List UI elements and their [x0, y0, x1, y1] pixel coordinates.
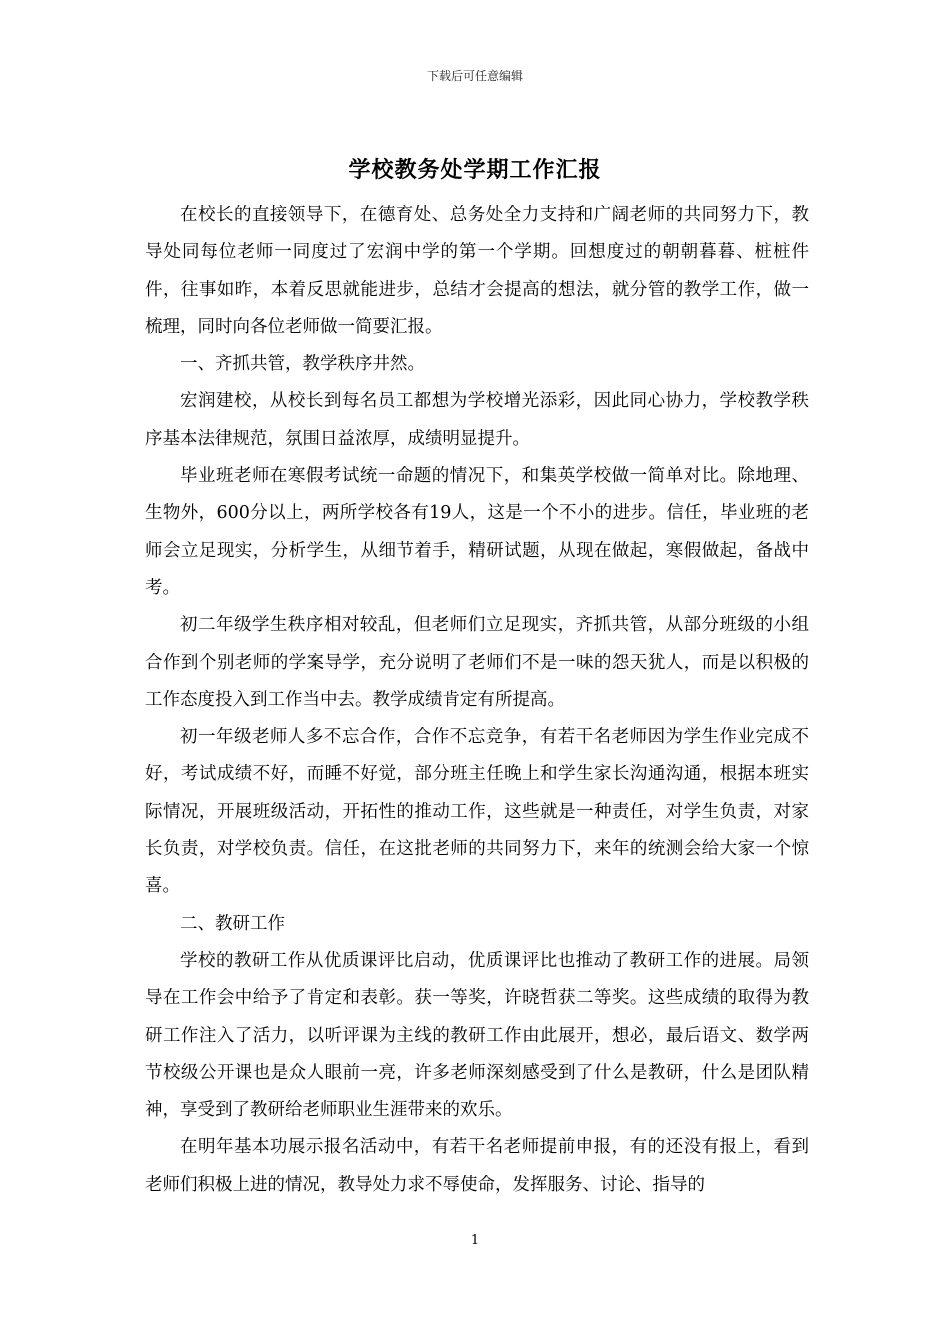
paragraph: 宏润建校，从校长到每名员工都想为学校增光添彩，因此同心协力，学校教学秩序基本法律规范，氛围日益浓厚，成绩明显提升。: [145, 391, 809, 449]
paragraph: 在明年基本功展示报名活动中，有若干名老师提前申报，有的还没有报上，看到老师们积极上进的情况，教导处力求不辱使命，发挥服务、讨论、指导的: [145, 1137, 809, 1195]
paragraph: 毕业班老师在寒假考试统一命题的情况下，和集英学校做一简单对比。除地理、生物外，600分以上，两所学校各有19人，这是一个不小的进步。信任，毕业班的老师会立足现实，分析学生，从细节着手，精研试题，从现在做起，寒假做起，备战中考。: [145, 466, 809, 598]
document-title: 学校教务处学期工作汇报: [348, 157, 602, 183]
document-body: [145, 197, 809, 1204]
paragraph: 初二年级学生秩序相对较乱，但老师们立足现实，齐抓共管，从部分班级的小组合作到个别老师的学案导学，充分说明了老师们不是一味的怨天犹人，而是以积极的工作态度投入到工作当中去。教学成绩肯定有所提高。: [145, 615, 809, 710]
paragraph: 学校的教研工作从优质课评比启动，优质课评比也推动了教研工作的进展。局领导在工作会中给予了肯定和表彰。获一等奖，许晓哲获二等奖。这些成绩的取得为教研工作注入了活力，以听评课为主线的教研工作由此展开，想必，最后语文、数学两节校级公开课也是众人眼前一亮，许多老师深刻感受到了什么是教研，什么是团队精神，享受到了教研给老师职业生涯带来的欢乐。: [145, 950, 809, 1121]
section-heading-1: 一、齐抓共管，教学秩序井然。: [180, 354, 425, 375]
section-heading-2: 二、教研工作: [180, 913, 285, 934]
header-note: 下载后可任意编辑: [426, 69, 523, 83]
page-number: 1: [470, 1233, 480, 1248]
paragraph: 初一年级老师人多不忘合作，合作不忘竞争，有若干名老师因为学生作业完成不好，考试成绩不好，而睡不好觉，部分班主任晚上和学生家长沟通沟通，根据本班实际情况，开展班级活动，开拓性的推动工作，这些就是一种责任，对学生负责，对家长负责，对学校负责。信任，在这批老师的共同努力下，来年的统测会给大家一个惊喜。: [145, 727, 809, 897]
paragraph-intro: 在校长的直接领导下，在德育处、总务处全力支持和广阔老师的共同努力下，教导处同每位老师一同度过了宏润中学的第一个学期。回想度过的朝朝暮暮、桩桩件件，往事如昨，本着反思就能进步，总结才会提高的想法，就分管的教学工作，做一梳理，同时向各位老师做一简要汇报。: [145, 205, 809, 337]
